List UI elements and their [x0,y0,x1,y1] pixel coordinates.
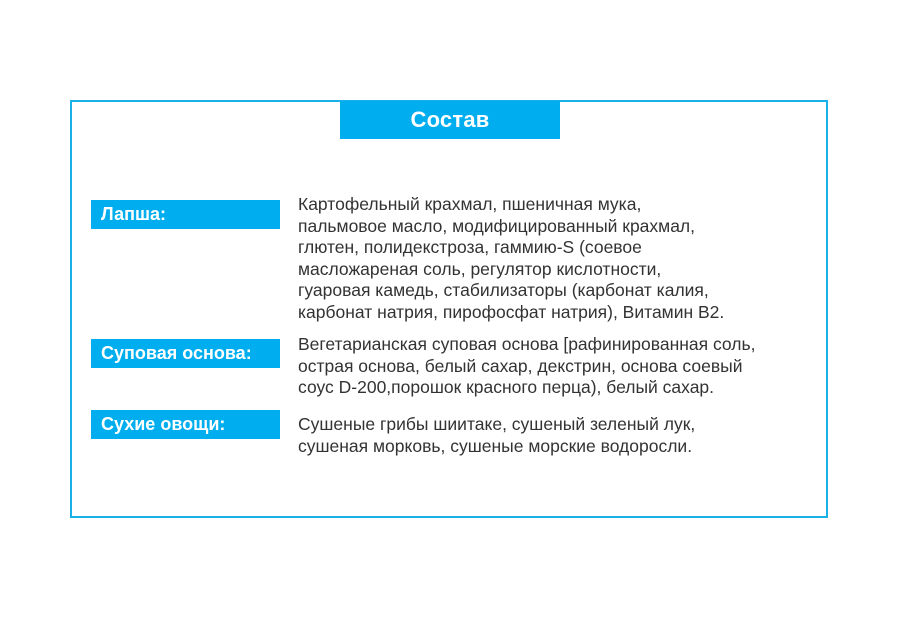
text-line: острая основа, белый сахар, декстрин, основа соевый [298,355,743,376]
text-line: масложареная соль, регулятор кислотности, [298,258,662,279]
text-line: Картофельный крахмал, пшеничная мука, [298,194,642,214]
text-line: карбонат натрия, пирофосфат натрия), Витамин В2. [298,301,725,322]
section-text-soup-base [298,334,818,399]
text-line: Вегетарианская суповая основа [рафинированная соль, [298,334,756,354]
section-label-soup-base: Суповая основа: [91,339,280,368]
text-line: Сушеные грибы шиитаке, сушеный зеленый лук, [298,414,696,434]
text-line: пальмовое масло, модифицированный крахмал, [298,215,695,236]
text-line: соус D-200,порошок красного перца), белый сахар. [298,377,715,397]
text-line: глютен, полидекстроза, гаммию-S (соевое [298,237,642,257]
section-text-dried-vegetables [298,414,818,457]
section-label-dried-vegetables: Сухие овощи: [91,410,280,439]
composition-title: Состав [340,101,560,139]
section-label-noodles: Лапша: [91,200,280,229]
section-text-noodles [298,194,818,323]
text-line: гуаровая камедь, стабилизаторы (карбонат калия, [298,280,709,300]
text-line: сушеная морковь, сушеные морские водоросли. [298,435,693,456]
